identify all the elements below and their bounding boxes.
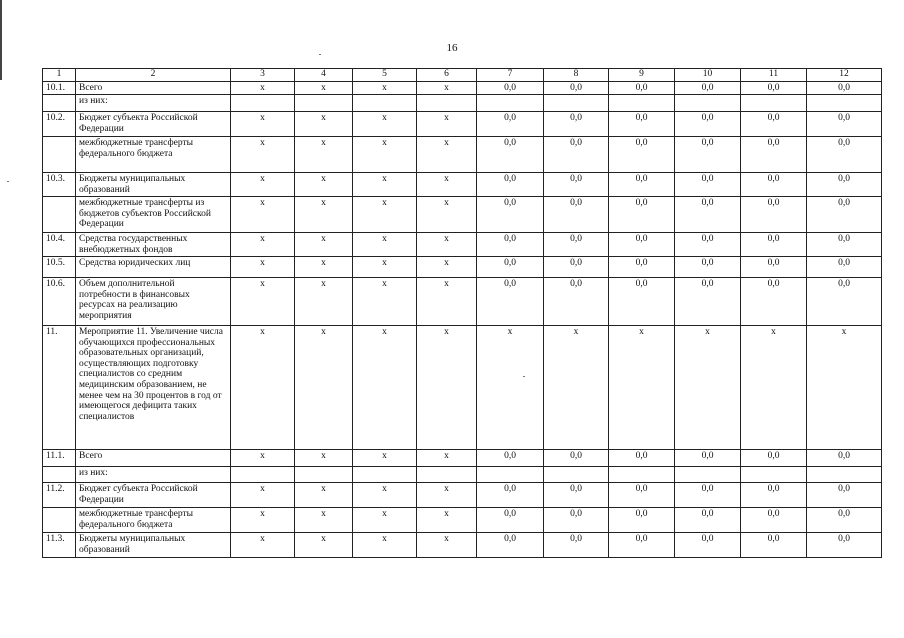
value-cell-col-7: 0,0 [477, 450, 544, 467]
value-cell-col-6: x [417, 326, 477, 450]
value-cell-col-3: x [231, 450, 295, 467]
value-cell-col-11: 0,0 [741, 112, 807, 137]
column-number-6: 6 [417, 69, 477, 82]
row-number-cell: 10.1. [43, 82, 76, 95]
value-cell-col-3: x [231, 233, 295, 257]
value-cell-col-9: 0,0 [609, 450, 675, 467]
value-cell-col-6: x [417, 233, 477, 257]
value-cell-col-7: 0,0 [477, 533, 544, 558]
row-name-cell: межбюджетные трансферты федерального бюджета [76, 137, 231, 173]
value-cell-col-10: 0,0 [675, 450, 741, 467]
value-cell-col-9: x [609, 326, 675, 450]
row-number-cell: 11.2. [43, 483, 76, 508]
value-cell-col-10: 0,0 [675, 278, 741, 326]
value-cell-col-3: x [231, 326, 295, 450]
column-number-8: 8 [544, 69, 609, 82]
column-number-11: 11 [741, 69, 807, 82]
value-cell-col-10: 0,0 [675, 533, 741, 558]
value-cell-col-8: 0,0 [544, 197, 609, 233]
value-cell-col-11: x [741, 326, 807, 450]
value-cell-col-9 [609, 467, 675, 483]
value-cell-col-4 [295, 95, 353, 112]
value-cell-col-7: 0,0 [477, 483, 544, 508]
table-row [43, 326, 882, 450]
value-cell-col-4: x [295, 112, 353, 137]
value-cell-col-6: x [417, 173, 477, 197]
row-number-cell: 10.3. [43, 173, 76, 197]
value-cell-col-11: 0,0 [741, 173, 807, 197]
value-cell-col-12: 0,0 [807, 533, 882, 558]
table-row [43, 95, 882, 112]
table-row [43, 483, 882, 508]
value-cell-col-4: x [295, 483, 353, 508]
value-cell-col-4: x [295, 257, 353, 278]
value-cell-col-7: 0,0 [477, 278, 544, 326]
value-cell-col-3 [231, 95, 295, 112]
value-cell-col-5: x [353, 450, 417, 467]
row-number-cell: 11.1. [43, 450, 76, 467]
value-cell-col-12: 0,0 [807, 450, 882, 467]
value-cell-col-5: x [353, 257, 417, 278]
value-cell-col-11: 0,0 [741, 508, 807, 533]
value-cell-col-4: x [295, 233, 353, 257]
value-cell-col-10: 0,0 [675, 508, 741, 533]
row-name-cell: Мероприятие 11. Увеличение числа обучающихся профессиональных образовательных организаций, осуществляющих подготовку специалистов со средним медицинским образованием, не менее чем на 30 процентов в год от имеющегося дефицита таких специалистов [76, 326, 231, 450]
scan-speck [319, 54, 321, 55]
value-cell-col-9: 0,0 [609, 508, 675, 533]
value-cell-col-4: x [295, 278, 353, 326]
value-cell-col-5: x [353, 533, 417, 558]
value-cell-col-10: 0,0 [675, 257, 741, 278]
column-number-4: 4 [295, 69, 353, 82]
column-number-9: 9 [609, 69, 675, 82]
row-number-cell: 10.4. [43, 233, 76, 257]
value-cell-col-3 [231, 467, 295, 483]
value-cell-col-10: 0,0 [675, 483, 741, 508]
value-cell-col-8: x [544, 326, 609, 450]
value-cell-col-6: x [417, 508, 477, 533]
value-cell-col-9: 0,0 [609, 257, 675, 278]
value-cell-col-6: x [417, 82, 477, 95]
value-cell-col-7: 0,0 [477, 197, 544, 233]
value-cell-col-6: x [417, 278, 477, 326]
row-name-cell: Средства государственных внебюджетных фондов [76, 233, 231, 257]
value-cell-col-12 [807, 95, 882, 112]
row-number-cell: 11.3. [43, 533, 76, 558]
value-cell-col-10: 0,0 [675, 197, 741, 233]
value-cell-col-7: 0,0 [477, 112, 544, 137]
value-cell-col-10 [675, 95, 741, 112]
column-number-2: 2 [76, 69, 231, 82]
value-cell-col-7: x [477, 326, 544, 450]
value-cell-col-7: 0,0 [477, 173, 544, 197]
row-name-cell: Средства юридических лиц [76, 257, 231, 278]
value-cell-col-4: x [295, 533, 353, 558]
value-cell-col-10: 0,0 [675, 82, 741, 95]
value-cell-col-12: 0,0 [807, 483, 882, 508]
table-row [43, 137, 882, 173]
scan-edge-mark [0, 0, 2, 80]
value-cell-col-8: 0,0 [544, 508, 609, 533]
value-cell-col-8: 0,0 [544, 112, 609, 137]
value-cell-col-3: x [231, 82, 295, 95]
value-cell-col-4: x [295, 450, 353, 467]
value-cell-col-9 [609, 95, 675, 112]
table-row [43, 257, 882, 278]
value-cell-col-4: x [295, 326, 353, 450]
value-cell-col-6: x [417, 450, 477, 467]
row-number-cell [43, 508, 76, 533]
value-cell-col-11: 0,0 [741, 233, 807, 257]
table-row [43, 173, 882, 197]
value-cell-col-10: 0,0 [675, 112, 741, 137]
value-cell-col-5: x [353, 197, 417, 233]
value-cell-col-8: 0,0 [544, 137, 609, 173]
value-cell-col-4: x [295, 173, 353, 197]
value-cell-col-11 [741, 467, 807, 483]
value-cell-col-5 [353, 467, 417, 483]
row-name-cell: межбюджетные трансферты из бюджетов субъектов Российской Федерации [76, 197, 231, 233]
table-row [43, 112, 882, 137]
column-number-3: 3 [231, 69, 295, 82]
value-cell-col-3: x [231, 197, 295, 233]
value-cell-col-6: x [417, 197, 477, 233]
row-number-cell [43, 467, 76, 483]
value-cell-col-9: 0,0 [609, 137, 675, 173]
value-cell-col-10: 0,0 [675, 173, 741, 197]
column-numbers-row [43, 69, 882, 82]
value-cell-col-5: x [353, 483, 417, 508]
row-number-cell: 11. [43, 326, 76, 450]
value-cell-col-8: 0,0 [544, 483, 609, 508]
value-cell-col-12: 0,0 [807, 508, 882, 533]
value-cell-col-9: 0,0 [609, 533, 675, 558]
value-cell-col-3: x [231, 533, 295, 558]
value-cell-col-11: 0,0 [741, 533, 807, 558]
value-cell-col-9: 0,0 [609, 112, 675, 137]
column-number-12: 12 [807, 69, 882, 82]
value-cell-col-10: 0,0 [675, 137, 741, 173]
value-cell-col-5: x [353, 173, 417, 197]
value-cell-col-11: 0,0 [741, 137, 807, 173]
value-cell-col-5: x [353, 137, 417, 173]
value-cell-col-12: 0,0 [807, 257, 882, 278]
value-cell-col-9: 0,0 [609, 483, 675, 508]
value-cell-col-12: 0,0 [807, 112, 882, 137]
value-cell-col-3: x [231, 137, 295, 173]
value-cell-col-8: 0,0 [544, 82, 609, 95]
row-name-cell: Бюджеты муниципальных образований [76, 173, 231, 197]
table-row [43, 197, 882, 233]
value-cell-col-3: x [231, 257, 295, 278]
row-number-cell [43, 197, 76, 233]
value-cell-col-5: x [353, 508, 417, 533]
financing-table [42, 68, 882, 558]
value-cell-col-5 [353, 95, 417, 112]
row-name-cell: Объем дополнительной потребности в финансовых ресурсах на реализацию мероприятия [76, 278, 231, 326]
value-cell-col-12: 0,0 [807, 197, 882, 233]
value-cell-col-6: x [417, 112, 477, 137]
row-number-cell [43, 95, 76, 112]
value-cell-col-10: 0,0 [675, 233, 741, 257]
value-cell-col-5: x [353, 112, 417, 137]
value-cell-col-6: x [417, 533, 477, 558]
scan-speck [7, 181, 9, 182]
table-row [43, 533, 882, 558]
value-cell-col-11: 0,0 [741, 197, 807, 233]
value-cell-col-4: x [295, 197, 353, 233]
row-name-cell: из них: [76, 95, 231, 112]
value-cell-col-7: 0,0 [477, 257, 544, 278]
value-cell-col-3: x [231, 112, 295, 137]
value-cell-col-12: 0,0 [807, 82, 882, 95]
table-row [43, 82, 882, 95]
value-cell-col-12: 0,0 [807, 278, 882, 326]
column-number-5: 5 [353, 69, 417, 82]
column-number-1: 1 [43, 69, 76, 82]
value-cell-col-4: x [295, 508, 353, 533]
column-number-10: 10 [675, 69, 741, 82]
value-cell-col-12: 0,0 [807, 137, 882, 173]
value-cell-col-12: x [807, 326, 882, 450]
value-cell-col-7: 0,0 [477, 233, 544, 257]
value-cell-col-3: x [231, 173, 295, 197]
value-cell-col-6 [417, 467, 477, 483]
value-cell-col-10: x [675, 326, 741, 450]
value-cell-col-12: 0,0 [807, 173, 882, 197]
row-number-cell: 10.2. [43, 112, 76, 137]
value-cell-col-9: 0,0 [609, 82, 675, 95]
value-cell-col-8: 0,0 [544, 173, 609, 197]
row-name-cell: Бюджеты муниципальных образований [76, 533, 231, 558]
table-body [43, 69, 882, 558]
value-cell-col-8: 0,0 [544, 533, 609, 558]
value-cell-col-3: x [231, 278, 295, 326]
value-cell-col-5: x [353, 278, 417, 326]
value-cell-col-12 [807, 467, 882, 483]
value-cell-col-9: 0,0 [609, 173, 675, 197]
value-cell-col-11: 0,0 [741, 450, 807, 467]
row-name-cell: Всего [76, 450, 231, 467]
value-cell-col-12: 0,0 [807, 233, 882, 257]
row-name-cell: межбюджетные трансферты федерального бюджета [76, 508, 231, 533]
value-cell-col-8 [544, 95, 609, 112]
value-cell-col-11: 0,0 [741, 257, 807, 278]
value-cell-col-3: x [231, 508, 295, 533]
row-number-cell [43, 137, 76, 173]
row-number-cell: 10.6. [43, 278, 76, 326]
value-cell-col-5: x [353, 326, 417, 450]
column-number-7: 7 [477, 69, 544, 82]
value-cell-col-9: 0,0 [609, 197, 675, 233]
value-cell-col-9: 0,0 [609, 233, 675, 257]
value-cell-col-5: x [353, 82, 417, 95]
value-cell-col-4: x [295, 137, 353, 173]
value-cell-col-8: 0,0 [544, 233, 609, 257]
value-cell-col-11: 0,0 [741, 278, 807, 326]
page-number: 16 [446, 42, 458, 54]
table-row [43, 233, 882, 257]
value-cell-col-7: 0,0 [477, 82, 544, 95]
value-cell-col-7 [477, 95, 544, 112]
table-row [43, 508, 882, 533]
value-cell-col-5: x [353, 233, 417, 257]
value-cell-col-6 [417, 95, 477, 112]
row-name-cell: Бюджет субъекта Российской Федерации [76, 483, 231, 508]
value-cell-col-11 [741, 95, 807, 112]
row-name-cell: Бюджет субъекта Российской Федерации [76, 112, 231, 137]
value-cell-col-6: x [417, 483, 477, 508]
row-number-cell: 10.5. [43, 257, 76, 278]
table-row [43, 450, 882, 467]
value-cell-col-7: 0,0 [477, 137, 544, 173]
value-cell-col-3: x [231, 483, 295, 508]
value-cell-col-8: 0,0 [544, 278, 609, 326]
value-cell-col-7 [477, 467, 544, 483]
row-name-cell: Всего [76, 82, 231, 95]
value-cell-col-4 [295, 467, 353, 483]
value-cell-col-8: 0,0 [544, 450, 609, 467]
row-name-cell: из них: [76, 467, 231, 483]
value-cell-col-9: 0,0 [609, 278, 675, 326]
value-cell-col-4: x [295, 82, 353, 95]
value-cell-col-7: 0,0 [477, 508, 544, 533]
value-cell-col-8: 0,0 [544, 257, 609, 278]
value-cell-col-11: 0,0 [741, 483, 807, 508]
value-cell-col-8 [544, 467, 609, 483]
value-cell-col-10 [675, 467, 741, 483]
value-cell-col-11: 0,0 [741, 82, 807, 95]
value-cell-col-6: x [417, 257, 477, 278]
table-row [43, 278, 882, 326]
value-cell-col-6: x [417, 137, 477, 173]
table-row [43, 467, 882, 483]
